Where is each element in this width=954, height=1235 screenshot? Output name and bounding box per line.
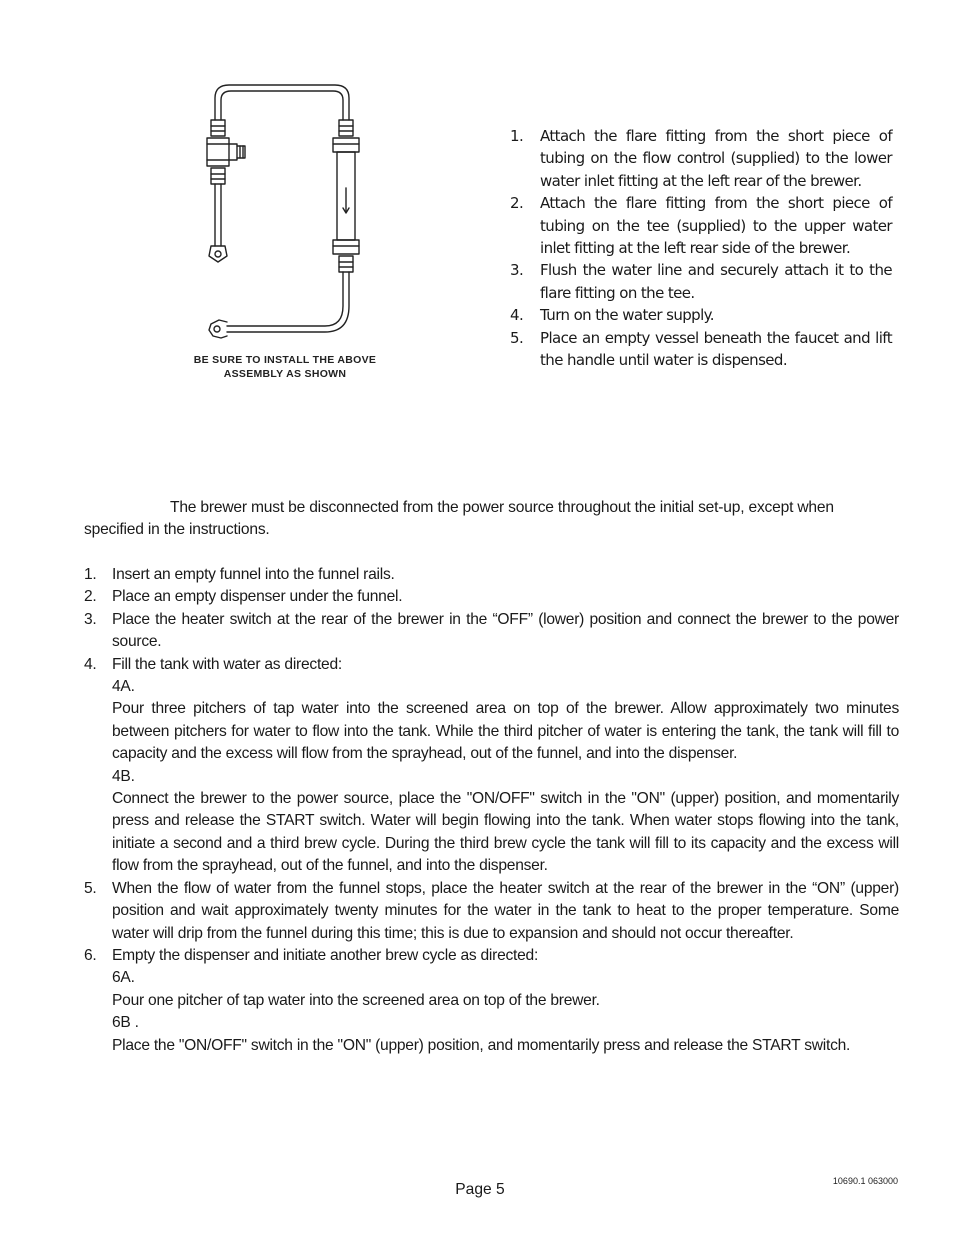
substep-text: Pour three pitchers of tap water into the screened area on top of the brewer. Allow approximately two minutes between pitchers for water to flow into the tank. While the third pitcher of water is entering the tank, the tank will fill to capacity and the excess will flow from the sprayhead, out of the funnel, and into the dispenser. bbox=[112, 700, 899, 763]
caption-line-1: BE SURE TO INSTALL THE ABOVE bbox=[193, 354, 377, 366]
step-number: 5. bbox=[84, 879, 97, 897]
step-number: 2. bbox=[84, 588, 97, 606]
intro-text: The brewer must be disconnected from the power source throughout the initial set-up, except when specified in the instructions. bbox=[84, 499, 834, 539]
step-text: When the flow of water from the funnel stops, place the heater switch at the rear of the brewer in the “ON” (upper) position and wait approximately twenty minutes for the water in the tank to heat to the proper temperature. Some water will drip from the funnel during this time; this is due to expansion and should not occur thereafter. bbox=[112, 879, 899, 942]
list-item bbox=[508, 304, 892, 326]
list-item bbox=[84, 586, 899, 608]
substep-label: 6A. bbox=[112, 969, 135, 987]
step-number: 3. bbox=[84, 610, 97, 628]
step-number: 1. bbox=[84, 566, 97, 583]
step-number: 6. bbox=[84, 946, 97, 964]
list-item bbox=[84, 654, 899, 878]
substep-label: 4B. bbox=[112, 767, 135, 785]
substep-text: Connect the brewer to the power source, place the "ON/OFF" switch in the "ON" (upper) position, and momentarily press and release the START switch. Water will begin flowing into the tank. When water stops flowing into the tank, initiate a second and a third brew cycle. During the third brew cycle the tank will fill to its capacity and the excess will flow from the sprayhead, out of the funnel, and into the dispenser. bbox=[112, 790, 899, 875]
list-item bbox=[84, 564, 899, 586]
substep-text: Pour one pitcher of tap water into the screened area on top of the brewer. bbox=[112, 991, 600, 1009]
step-number: 1. bbox=[510, 127, 524, 145]
list-item bbox=[84, 609, 899, 654]
step-text: Insert an empty funnel into the funnel rails. bbox=[112, 566, 395, 583]
step-text: Attach the flare fitting from the short piece of tubing on the tee (supplied) to the upper water inlet fitting at the left rear side of the brewer. bbox=[540, 194, 892, 258]
substep-label: 4A. bbox=[112, 678, 135, 696]
step-text: Flush the water line and securely attach it to the flare fitting on the tee. bbox=[540, 261, 892, 302]
flow-control-assembly-diagram bbox=[185, 80, 385, 350]
substep-text: Place the "ON/OFF" switch in the "ON" (upper) position, and momentarily press and release the START switch. bbox=[112, 1036, 851, 1054]
step-number: 2. bbox=[510, 194, 524, 213]
list-item bbox=[508, 125, 892, 192]
list-item bbox=[508, 327, 892, 372]
diagram-caption bbox=[170, 353, 400, 381]
document-code: 10690.1 063000 bbox=[832, 1176, 898, 1186]
intro-paragraph bbox=[84, 497, 864, 542]
setup-steps-list bbox=[84, 564, 899, 1057]
step-text: Empty the dispenser and initiate another brew cycle as directed: bbox=[112, 946, 539, 964]
step-number: 4. bbox=[84, 655, 97, 673]
step-text: Place the heater switch at the rear of the brewer in the “OFF” (lower) position and connect the brewer to the power source. bbox=[112, 610, 899, 651]
step-number: 5. bbox=[510, 328, 524, 347]
list-item bbox=[84, 945, 899, 1057]
step-text: Attach the flare fitting from the short piece of tubing on the flow control (supplied) to the lower water inlet fitting at the left rear of the brewer. bbox=[540, 127, 892, 190]
list-item bbox=[508, 259, 892, 304]
list-item bbox=[508, 192, 892, 259]
step-text: Turn on the water supply. bbox=[540, 306, 714, 325]
step-number: 4. bbox=[510, 306, 524, 325]
step-text: Place an empty dispenser under the funnel. bbox=[112, 588, 403, 606]
substep-label: 6B . bbox=[112, 1014, 139, 1032]
step-text: Fill the tank with water as directed: bbox=[112, 655, 342, 673]
page-number: Page 5 bbox=[455, 1181, 505, 1198]
step-number: 3. bbox=[510, 261, 524, 280]
step-text: Place an empty vessel beneath the faucet and lift the handle until water is dispensed. bbox=[540, 328, 892, 370]
installation-steps-list bbox=[508, 125, 892, 371]
list-item bbox=[84, 878, 899, 945]
caption-line-2: ASSEMBLY AS SHOWN bbox=[223, 368, 347, 380]
